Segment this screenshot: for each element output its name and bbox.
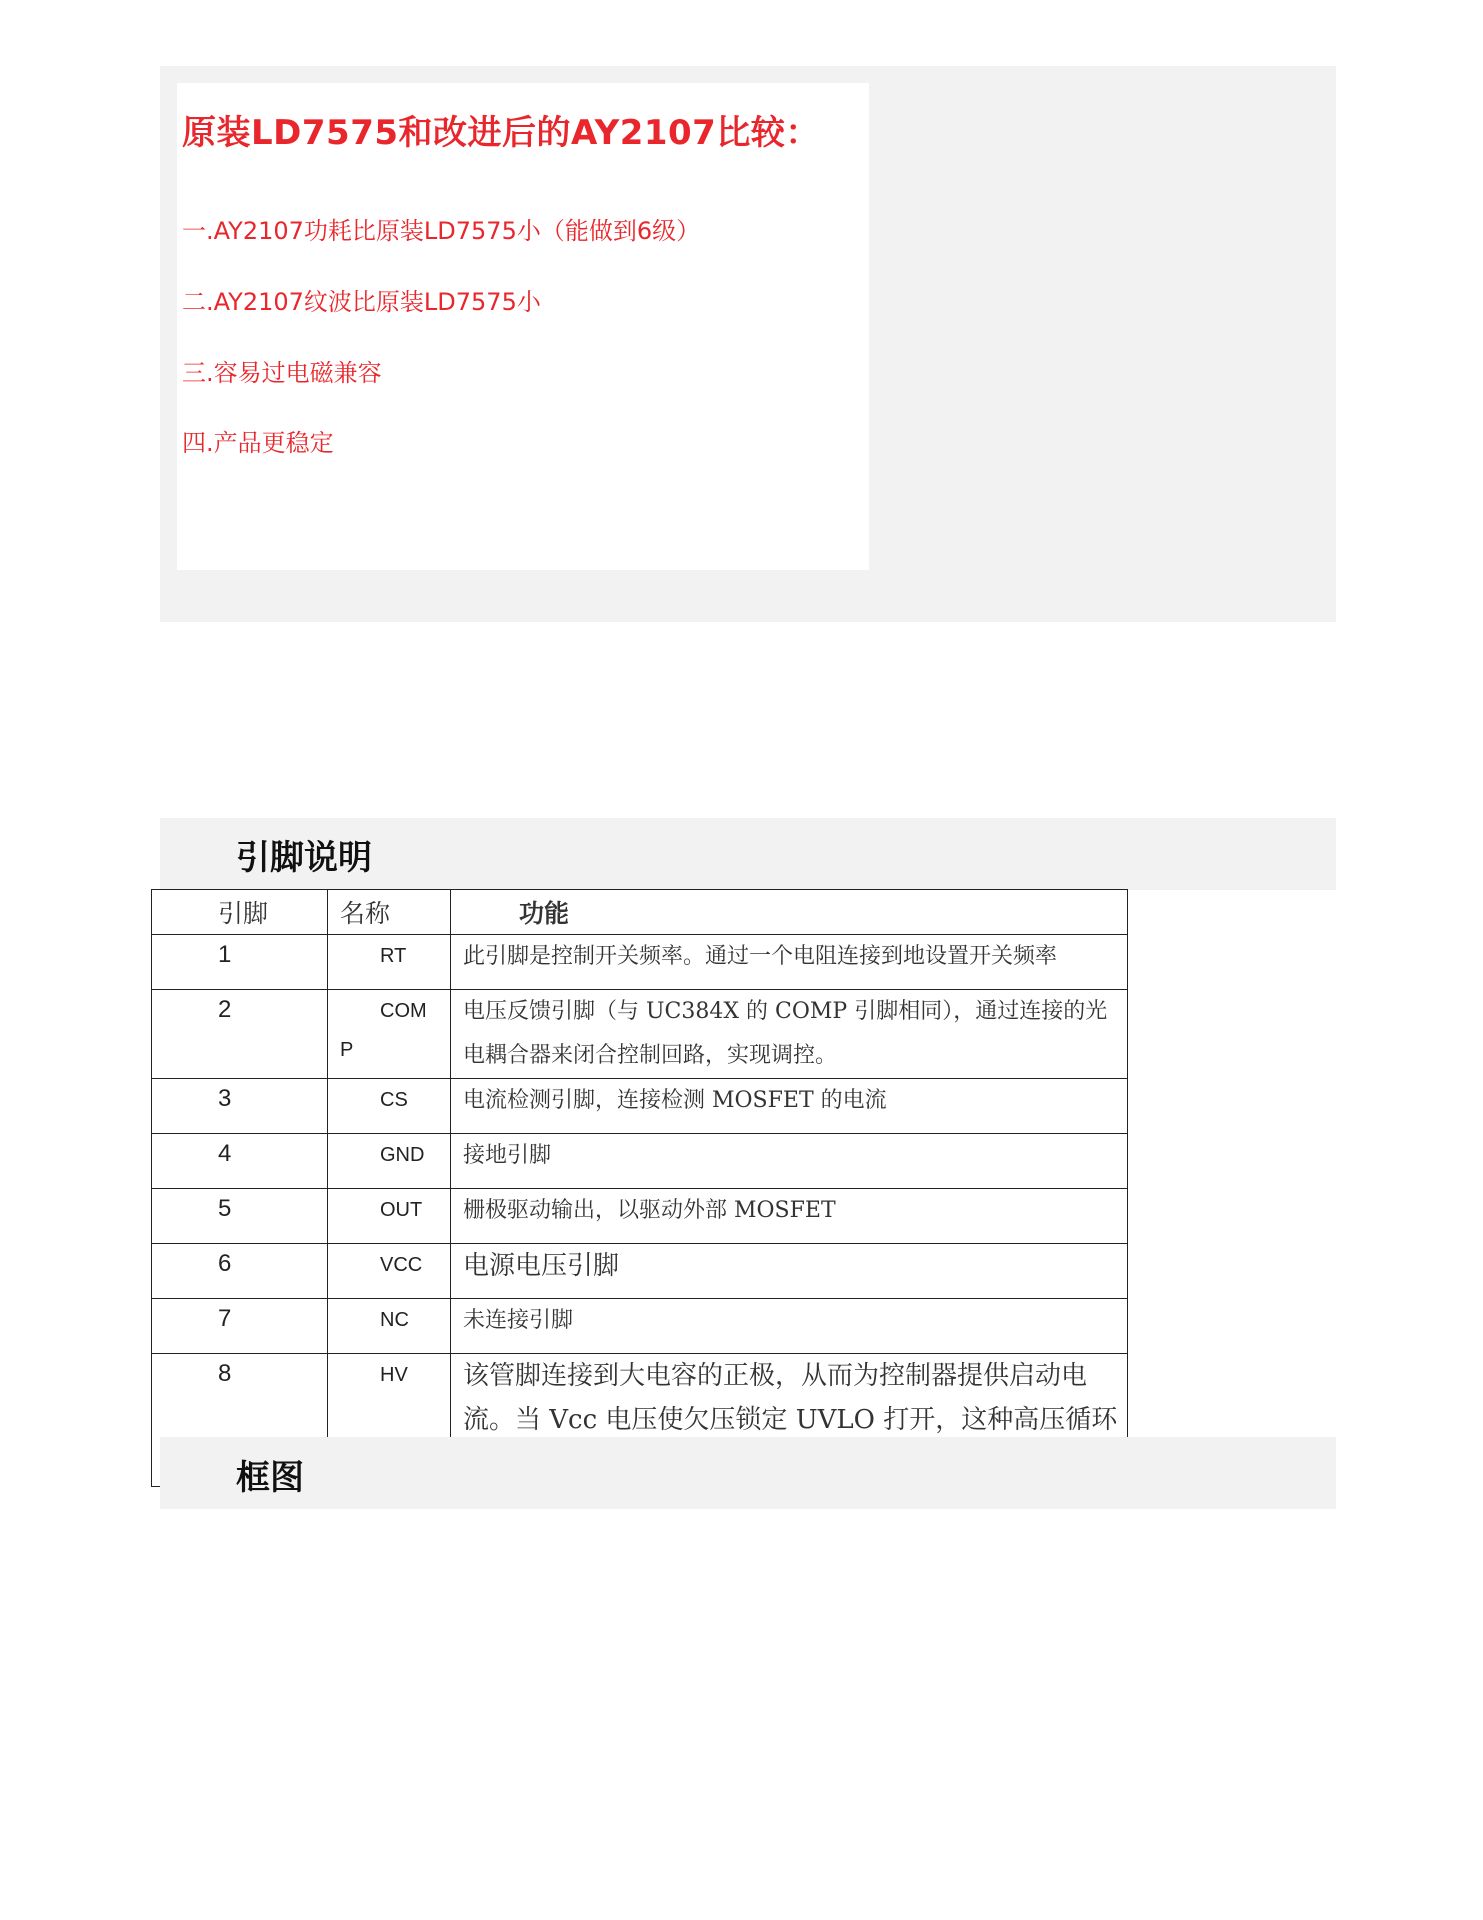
comparison-item: 四.产品更稳定 (182, 429, 334, 457)
column-header-pin: 引脚 (152, 890, 328, 935)
pin-name: NC (380, 1309, 409, 1331)
block-heading-band (160, 1437, 1336, 1509)
pin-number: 6 (152, 1244, 328, 1299)
pin-number: 5 (152, 1189, 328, 1244)
pin-function: 电流检测引脚，连接检测 MOSFET 的电流 (463, 1088, 887, 1113)
block-diagram-heading: 框图 (236, 1458, 304, 1498)
pin-function: 接地引脚 (463, 1143, 552, 1168)
pin-name: GND (380, 1144, 425, 1166)
pin-number: 4 (152, 1134, 328, 1189)
table-row (152, 1189, 1128, 1244)
table-row (152, 1079, 1128, 1134)
table-row (152, 935, 1128, 990)
table-row (152, 1244, 1128, 1299)
table-header-row (152, 890, 1128, 935)
comparison-title: 原装LD7575和改进后的AY2107比较： (182, 113, 820, 153)
pin-name: HV (380, 1364, 408, 1386)
pin-function: 电源电压引脚 (463, 1251, 620, 1281)
pin-function: 电压反馈引脚（与 UC384X 的 COMP 引脚相同），通过连接的光电耦合器来闭合控制回路，实现调控。 (463, 999, 1108, 1068)
pin-name: CS (380, 1089, 408, 1111)
pins-section-heading: 引脚说明 (236, 838, 372, 878)
column-header-function: 功能 (451, 890, 1128, 935)
comparison-panel (177, 83, 869, 570)
table-row (152, 1134, 1128, 1189)
pin-number: 8 (152, 1354, 328, 1487)
table-row (152, 990, 1128, 1079)
column-header-name: 名称 (328, 890, 451, 935)
pin-number: 7 (152, 1299, 328, 1354)
pin-number: 1 (152, 935, 328, 990)
comparison-item: 一.AY2107功耗比原装LD7575小（能做到6级） (182, 217, 701, 245)
table-row (152, 1299, 1128, 1354)
pin-name: VCC (380, 1254, 423, 1276)
pin-function: 该管脚连接到大电容的正极，从而为控制器提供启动电流。当 Vcc 电压使欠压锁定 UVLO 打开，这种高压循环 (463, 1361, 1118, 1435)
pin-name: COM (380, 1000, 427, 1022)
pin-name-continuation: P (340, 1039, 354, 1061)
pin-name: OUT (380, 1199, 423, 1221)
pin-function: 此引脚是控制开关频率。通过一个电阻连接到地设置开关频率 (463, 944, 1058, 969)
pin-number: 3 (152, 1079, 328, 1134)
pin-number: 2 (152, 990, 328, 1079)
comparison-item: 三.容易过电磁兼容 (182, 359, 382, 387)
pin-description-table (151, 889, 1128, 1487)
pin-name: RT (380, 945, 407, 967)
pin-function: 未连接引脚 (463, 1308, 574, 1333)
pin-function: 栅极驱动输出，以驱动外部 MOSFET (463, 1198, 836, 1223)
comparison-item: 二.AY2107纹波比原装LD7575小 (182, 288, 541, 316)
